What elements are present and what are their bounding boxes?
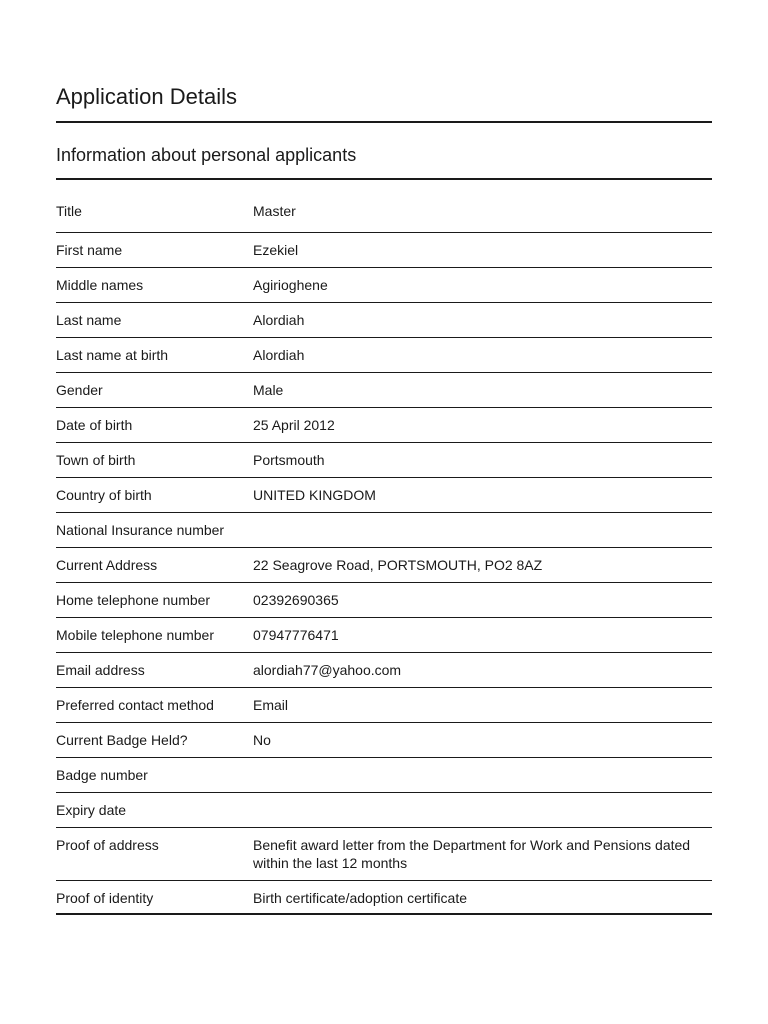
- field-label: Current Address: [56, 557, 158, 573]
- field-row-expiry-date: [56, 793, 712, 828]
- field-label: Date of birth: [56, 417, 133, 433]
- field-value: No: [253, 732, 271, 748]
- field-label: Mobile telephone number: [56, 627, 214, 643]
- field-value: 25 April 2012: [253, 417, 335, 433]
- field-value: 22 Seagrove Road, PORTSMOUTH, PO2 8AZ: [253, 557, 543, 573]
- field-row-last-name-at-birth: [56, 338, 712, 373]
- field-value: Email: [253, 697, 289, 713]
- field-row-home-telephone-number: [56, 583, 712, 618]
- field-label: Title: [56, 203, 82, 219]
- field-row-gender: [56, 373, 712, 408]
- page-title: Application Details: [56, 84, 237, 109]
- title-divider: [56, 121, 712, 123]
- field-value: alordiah77@yahoo.com: [253, 662, 402, 678]
- field-row-current-badge-held: [56, 723, 712, 758]
- field-row-national-insurance-number: [56, 513, 712, 548]
- applicant-details-table: [56, 180, 712, 915]
- field-label: National Insurance number: [56, 522, 225, 538]
- field-row-country-of-birth: [56, 478, 712, 513]
- field-row-last-name: [56, 303, 712, 338]
- field-label: Town of birth: [56, 452, 136, 468]
- field-label: Proof of address: [56, 837, 159, 853]
- field-label: Preferred contact method: [56, 697, 214, 713]
- field-label: Country of birth: [56, 487, 152, 503]
- field-label: Badge number: [56, 767, 148, 783]
- field-value: Male: [253, 382, 284, 398]
- field-label: Home telephone number: [56, 592, 211, 608]
- field-row-proof-of-identity: [56, 881, 712, 915]
- field-label: Last name: [56, 312, 122, 328]
- field-value: [253, 758, 712, 792]
- field-label: First name: [56, 242, 123, 258]
- field-value: Alordiah: [253, 312, 305, 328]
- field-row-badge-number: [56, 758, 712, 793]
- field-row-first-name: [56, 233, 712, 268]
- field-row-email-address: [56, 653, 712, 688]
- field-row-preferred-contact-method: [56, 688, 712, 723]
- field-row-mobile-telephone-number: [56, 618, 712, 653]
- section-title: Information about personal applicants: [56, 145, 357, 165]
- field-value: 07947776471: [253, 627, 339, 643]
- field-value: UNITED KINGDOM: [253, 487, 376, 503]
- field-label: Current Badge Held?: [56, 732, 188, 748]
- field-label: Proof of identity: [56, 890, 154, 906]
- field-label: Middle names: [56, 277, 144, 293]
- field-value: [253, 513, 712, 547]
- field-label: Gender: [56, 382, 103, 398]
- field-row-date-of-birth: [56, 408, 712, 443]
- field-value: 02392690365: [253, 592, 339, 608]
- field-label: Last name at birth: [56, 347, 169, 363]
- field-value: Master: [253, 203, 296, 219]
- field-value: [253, 793, 712, 827]
- field-label: Email address: [56, 662, 145, 678]
- field-row-current-address: [56, 548, 712, 583]
- field-value: Birth certificate/adoption certificate: [253, 890, 467, 906]
- field-row-town-of-birth: [56, 443, 712, 478]
- field-value: Alordiah: [253, 347, 305, 363]
- field-value: Benefit award letter from the Department for Work and Pensions dated within the last 12 months: [253, 837, 691, 871]
- field-row-middle-names: [56, 268, 712, 303]
- field-value: Portsmouth: [253, 452, 325, 468]
- field-value: Agirioghene: [253, 277, 328, 293]
- field-row-title: [56, 180, 712, 233]
- field-label: Expiry date: [56, 802, 127, 818]
- field-value: Ezekiel: [253, 242, 299, 258]
- field-row-proof-of-address: [56, 828, 712, 881]
